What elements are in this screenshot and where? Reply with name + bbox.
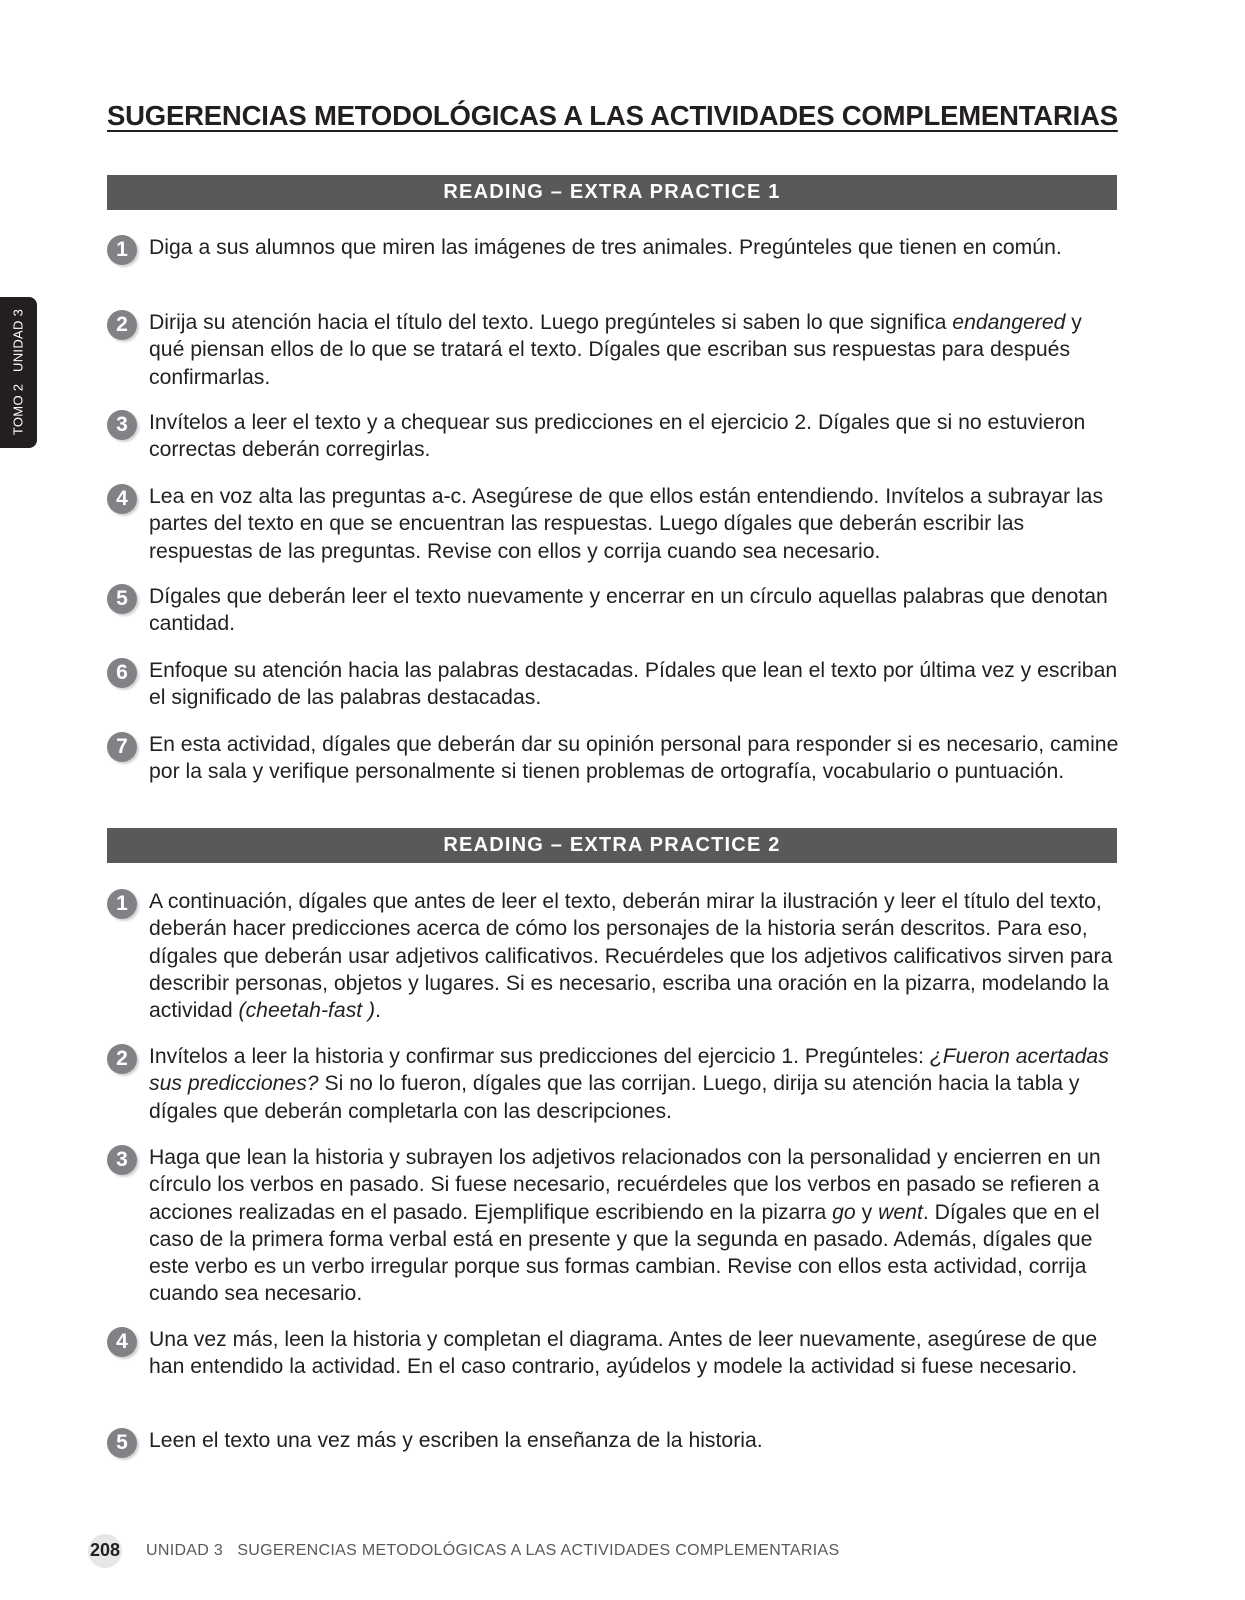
list-item — [107, 1326, 1122, 1381]
item-number-badge: 5 — [107, 584, 137, 614]
item-text: Invítelos a leer la historia y confirmar sus predicciones del ejercicio 1. Pregúnteles: ¿Fueron acertadas sus predicciones? Si no lo fueron, dígales que las corrijan. Luego, dirija su atención hacia la tabla y dígales que deberán completarla con las descripciones. — [149, 1045, 1109, 1123]
footer-text: UNIDAD 3 SUGERENCIAS METODOLÓGICAS A LAS ACTIVIDADES COMPLEMENTARIAS — [146, 1541, 840, 1559]
side-tab — [0, 297, 37, 448]
item-number-badge: 7 — [107, 732, 137, 762]
item-text: Lea en voz alta las preguntas a-c. Asegúrese de que ellos están entendiendo. Invítelos a subrayar las partes del texto en que se encuentran las respuestas. Luego dígales que deberán escribir las respuestas de las preguntas. Revise con ellos y corrija cuando sea necesario. — [149, 485, 1104, 563]
list-item — [107, 234, 1122, 261]
item-text: Leen el texto una vez más y escriben la enseñanza de la historia. — [149, 1429, 763, 1452]
item-number-badge: 4 — [107, 1327, 137, 1357]
item-text: Una vez más, leen la historia y completan el diagrama. Antes de leer nuevamente, asegúrese de que han entendido la actividad. En el caso contrario, ayúdelos y modele la actividad si fuese necesario. — [149, 1328, 1098, 1379]
list-item — [107, 1427, 1122, 1454]
item-text: Invítelos a leer el texto y a chequear sus predicciones en el ejercicio 2. Dígales que si no estuvieron correctas deberán corregirlas. — [149, 411, 1086, 462]
list-item — [107, 888, 1122, 1024]
item-number-badge: 3 — [107, 1145, 137, 1175]
section-heading-2: READING – EXTRA PRACTICE 2 — [107, 828, 1117, 863]
page-footer — [88, 1533, 839, 1568]
item-number-badge: 3 — [107, 410, 137, 440]
item-text: En esta actividad, dígales que deberán dar su opinión personal para responder si es necesario, camine por la sala y verifique personalmente si tienen problemas de ortografía, vocabulario o puntuación. — [149, 733, 1119, 784]
list-item — [107, 657, 1122, 712]
item-text: Haga que lean la historia y subrayen los adjetivos relacionados con la personalidad y encierren en un círculo los verbos en pasado. Si fuese necesario, recuérdeles que los verbos en pasado se refieren a acciones realizadas en el pasado. Ejemplifique escribiendo en la pizarra go y went. Dígales que en el caso de la primera forma verbal está en presente y que la segunda en pasado. Además, dígales que este verbo es un verbo irregular porque sus formas cambian. Revise con ellos esta actividad, corrija cuando sea necesario. — [149, 1146, 1101, 1306]
side-tab-label: TOMO 2 UNIDAD 3 — [10, 308, 26, 436]
item-text: Enfoque su atención hacia las palabras destacadas. Pídales que lean el texto por última vez y escriban el significado de las palabras destacadas. — [149, 659, 1118, 710]
list-item — [107, 1043, 1122, 1125]
list-item — [107, 583, 1122, 638]
item-number-badge: 1 — [107, 235, 137, 265]
item-number-badge: 2 — [107, 310, 137, 340]
item-number-badge: 2 — [107, 1044, 137, 1074]
item-number-badge: 4 — [107, 484, 137, 514]
item-text: Diga a sus alumnos que miren las imágenes de tres animales. Pregúnteles que tienen en común. — [149, 236, 1062, 259]
page-number: 208 — [88, 1534, 122, 1568]
item-text: Dirija su atención hacia el título del texto. Luego pregúnteles si saben lo que significa endangered y qué piensan ellos de lo que se tratará el texto. Dígales que escriban sus respuestas para después confirmarlas. — [149, 311, 1082, 389]
item-text: A continuación, dígales que antes de leer el texto, deberán mirar la ilustración y leer el título del texto, deberán hacer predicciones acerca de cómo los personajes de la historia serán descritos. Para eso, dígales que deberán usar adjetivos calificativos. Recuérdeles que los adjetivos calificativos sirven para describir personas, objetos y lugares. Si es necesario, escriba una oración en la pizarra, modelando la actividad (cheetah-fast ). — [149, 890, 1113, 1023]
item-text: Dígales que deberán leer el texto nuevamente y encerrar en un círculo aquellas palabras que denotan cantidad. — [149, 585, 1108, 636]
page-title: SUGERENCIAS METODOLÓGICAS A LAS ACTIVIDADES COMPLEMENTARIAS — [107, 100, 1118, 131]
list-item — [107, 1144, 1122, 1308]
item-number-badge: 5 — [107, 1428, 137, 1458]
item-number-badge: 1 — [107, 889, 137, 919]
section-heading-1: READING – EXTRA PRACTICE 1 — [107, 175, 1117, 210]
item-number-badge: 6 — [107, 658, 137, 688]
list-item — [107, 731, 1122, 786]
list-item — [107, 483, 1122, 565]
list-item — [107, 409, 1122, 464]
list-item — [107, 309, 1122, 391]
